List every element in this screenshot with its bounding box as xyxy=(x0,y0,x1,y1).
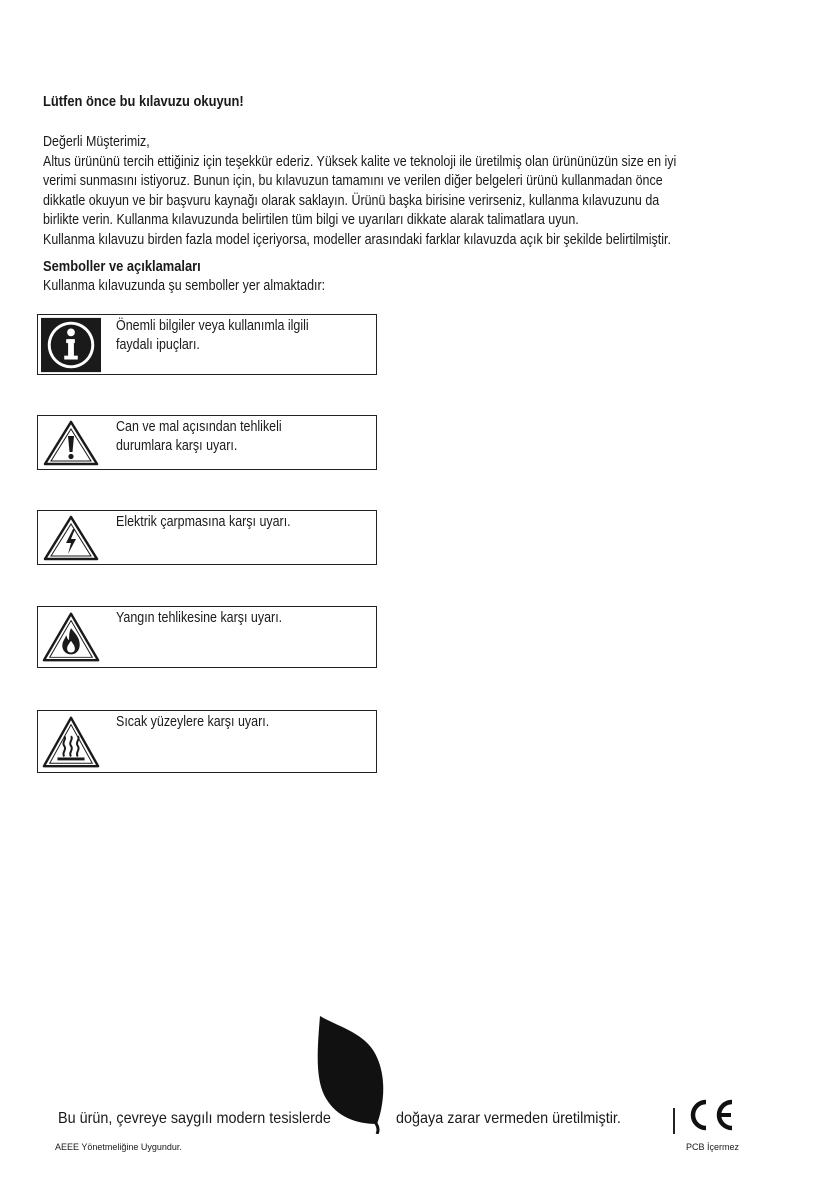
symbol-box-electric xyxy=(37,510,377,565)
eco-statement-left: Bu ürün, çevreye saygılı modern tesislerde xyxy=(58,1110,331,1127)
symbol-info-text: faydalı ipuçları. xyxy=(116,337,200,353)
intro-paragraph xyxy=(43,133,783,250)
symbol-warning-text: durumlara karşı uyarı. xyxy=(116,438,238,454)
symbols-intro: Kullanma kılavuzunda şu semboller yer almaktadır: xyxy=(43,278,326,294)
intro-greeting: Değerli Müşterimiz, xyxy=(43,134,150,150)
symbol-warning-text: Can ve mal açısından tehlikeli xyxy=(116,419,282,435)
intro-line: dikkatle okuyun ve bir başvuru kaynağı olarak saklayın. Ürünü başka birisine verirseniz, kullanma kılavuzunu da xyxy=(43,192,660,209)
exclamation-warning-icon xyxy=(41,419,101,466)
page-heading: Lütfen önce bu kılavuzu okuyun! xyxy=(43,93,244,110)
hot-surface-icon xyxy=(41,714,101,769)
symbol-box-hot-surface xyxy=(37,710,377,773)
intro-line: Kullanma kılavuzu birden fazla model içeriyorsa, modeller arasındaki farklar kılavuzda açık bir şekilde belirtilmiştir. xyxy=(43,231,671,248)
intro-line: verimi sunmasını istiyoruz. Bunun için, bu kılavuzun tamamını ve verilen diğer belgeleri ürünü kullanmadan önce xyxy=(43,173,663,189)
divider xyxy=(673,1108,675,1134)
symbol-fire-text: Yangın tehlikesine karşı uyarı. xyxy=(116,610,283,626)
symbol-box-warning xyxy=(37,415,377,470)
ce-mark-icon xyxy=(684,1096,736,1134)
footer-aeee-compliance: AEEE Yönetmeliğine Uygundur. xyxy=(55,1142,182,1152)
eco-statement xyxy=(58,1108,678,1136)
symbol-box-fire xyxy=(37,606,377,668)
symbols-title: Semboller ve açıklamaları xyxy=(43,258,201,275)
symbol-electric-text: Elektrik çarpmasına karşı uyarı. xyxy=(116,514,291,530)
fire-hazard-icon xyxy=(41,610,101,664)
info-icon xyxy=(41,318,101,371)
eco-statement-right: doğaya zarar vermeden üretilmiştir. xyxy=(396,1110,621,1127)
electric-shock-icon xyxy=(41,514,101,561)
symbol-info-text: Önemli bilgiler veya kullanımla ilgili xyxy=(116,318,309,334)
symbol-box-info xyxy=(37,314,377,375)
intro-line: birlikte verin. Kullanma kılavuzunda belirtilen tüm bilgi ve uyarıları dikkate alarak talimatlara uyun. xyxy=(43,212,579,228)
footer-pcb-free: PCB İçermez xyxy=(686,1142,740,1152)
intro-line: Altus ürününü tercih ettiğiniz için teşekkür ederiz. Yüksek kalite ve teknoloji ile üretilmiş olan ürününüzün size en iyi xyxy=(43,153,677,170)
symbol-hot-surface-text: Sıcak yüzeylere karşı uyarı. xyxy=(116,714,270,730)
